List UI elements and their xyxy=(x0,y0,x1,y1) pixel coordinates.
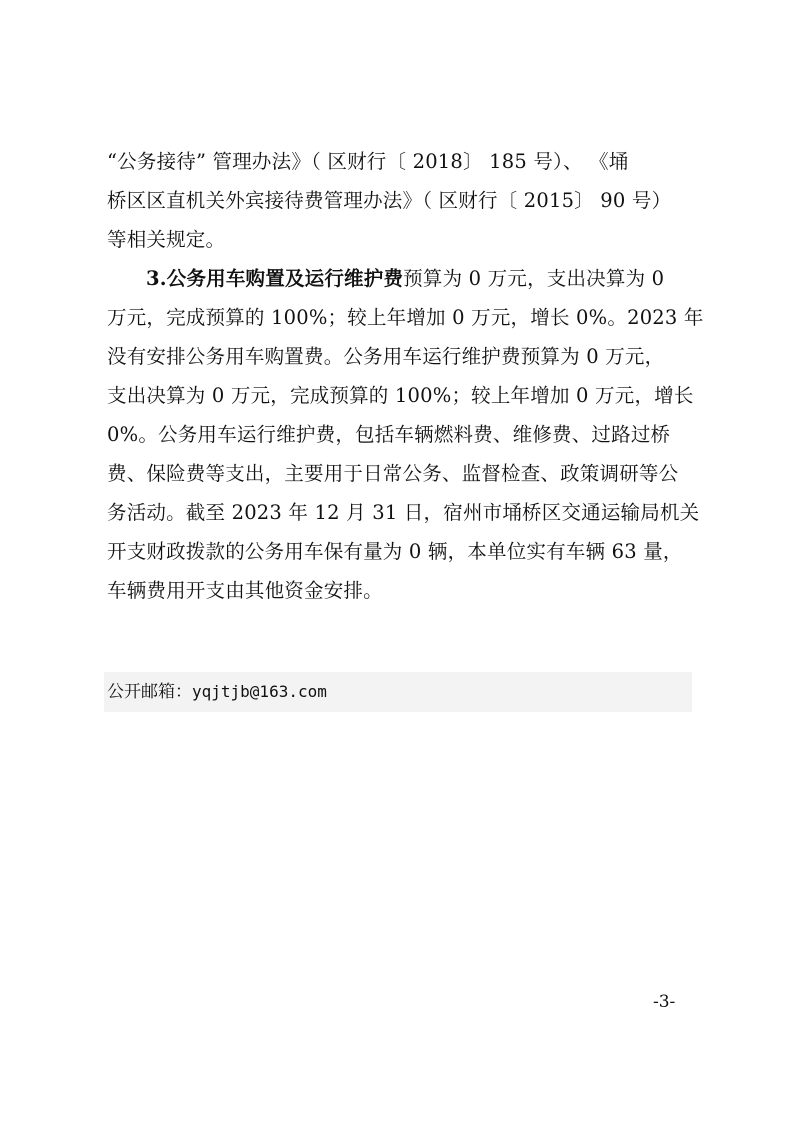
paragraph2-line7: 务活动。截至 2023 年 12 月 31 日，宿州市埇桥区交通运输局机关 xyxy=(107,501,700,524)
paragraph2-line4: 支出决算为 0 万元，完成预算的 100%；较上年增加 0 万元，增长 xyxy=(107,384,694,407)
paragraph1-line3: 等相关规定。 xyxy=(107,228,226,251)
section-heading: 3.公务用车购置及运行维护费 xyxy=(146,267,404,290)
paragraph1-line1: “公务接待” 管理办法》（ 区财行〔 2018〕 185 号）、 《埇 xyxy=(107,150,629,173)
paragraph2-line9: 车辆费用开支由其他资金安排。 xyxy=(107,579,383,602)
contact-label: 公开邮箱： xyxy=(107,682,192,702)
paragraph1-line2: 桥区区直机关外宾接待费管理办法》（ 区财行〔 2015〕 90 号） xyxy=(107,189,672,212)
paragraph2-line8: 开支财政拨款的公务用车保有量为 0 辆，本单位实有车辆 63 量， xyxy=(107,540,683,563)
contact-line xyxy=(107,680,327,704)
paragraph2-line5: 0%。公务用车运行维护费，包括车辆燃料费、维修费、过路过桥 xyxy=(107,423,671,446)
page-number: -3- xyxy=(653,992,676,1012)
paragraph2-line2: 万元，完成预算的 100%；较上年增加 0 万元，增长 0%。2023 年 xyxy=(107,306,704,329)
paragraph2-line1 xyxy=(146,265,692,293)
paragraph2-line6: 费、保险费等支出，主要用于日常公务、监督检查、政策调研等公 xyxy=(107,462,679,485)
paragraph2-line3: 没有安排公务用车购置费。公务用车运行维护费预算为 0 万元， xyxy=(107,345,665,368)
paragraph2-line1-text: 预算为 0 万元，支出决算为 0 xyxy=(403,267,665,290)
contact-email-link[interactable]: yqjtjb@163.com xyxy=(192,682,327,701)
